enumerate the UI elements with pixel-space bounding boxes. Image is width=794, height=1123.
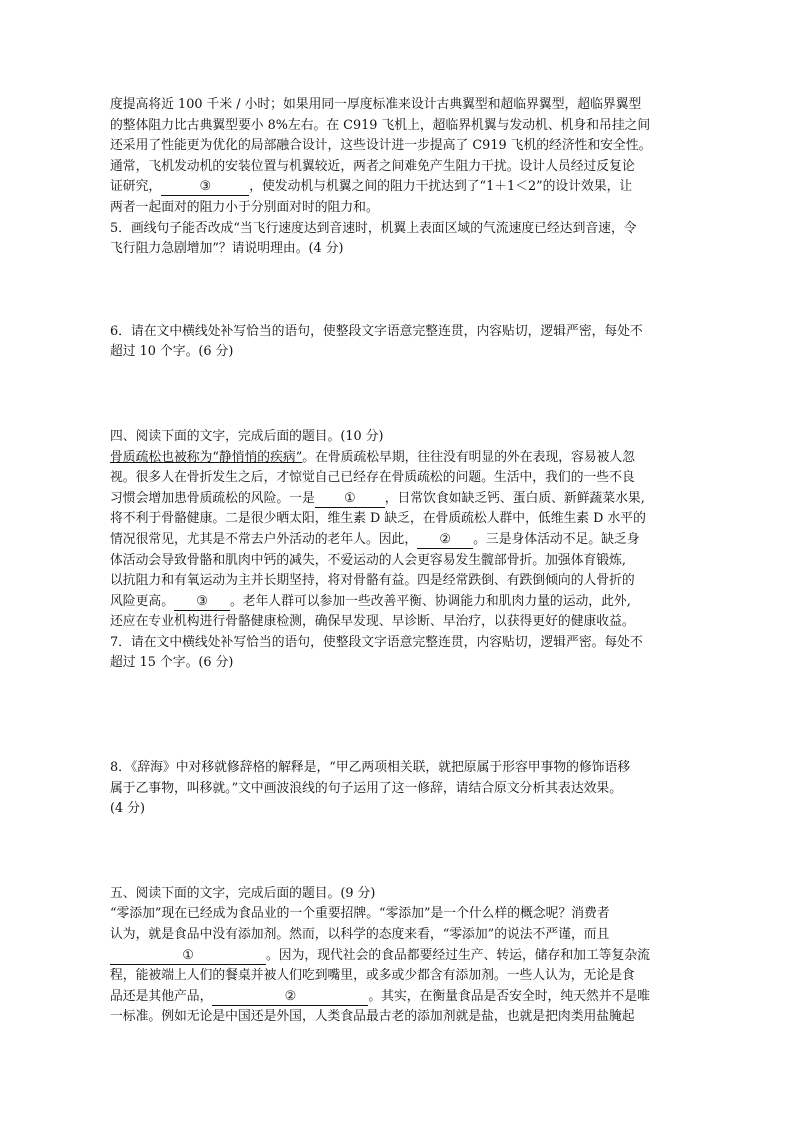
text-line: 还采用了性能更为优化的局部融合设计，这些设计进一步提高了 C919 飞机的经济性和安全性。	[110, 138, 652, 154]
text-line: 通常，飞机发动机的安装位置与机翼较近，两者之间难免产生阻力干扰。设计人员经过反复论	[110, 158, 635, 174]
text-line: 的整体阻力比古典翼型要小 8%左右。在 C919 飞机上，超临界机翼与发动机、机身和吊挂之间	[110, 117, 651, 133]
answer-blank-2[interactable]: ②	[212, 989, 368, 1006]
text-line: 证研究， ③ ，使发动机与机翼之间的阻力干扰达到了“1＋1＜2”的设计效果，让	[110, 179, 633, 195]
text-line: 将不利于骨骼健康。二是很少晒太阳，维生素 D 缺乏，在骨质疏松人群中，低维生素 D 水平的	[110, 511, 646, 527]
answer-blank-1[interactable]: ①	[315, 491, 385, 508]
text-line: 视。很多人在骨折发生之后，才惊觉自己已经存在骨质疏松的问题。生活中，我们的一些不良	[110, 470, 635, 486]
text-line: 一标准。例如无论是中国还是外国，人类食品最古老的添加剂就是盐，也就是把肉类用盐腌起	[110, 1009, 635, 1025]
question-7-cont: 超过 15 个字。(6 分)	[110, 655, 234, 671]
text-line: “零添加”现在已经成为食品业的一个重要招牌。“零添加”是一个什么样的概念呢？消费者	[110, 906, 610, 922]
text-line: 度提高将近 100 千米 / 小时；如果用同一厚度标准来设计古典翼型和超临界翼型，超临界翼型	[110, 97, 642, 112]
text-line: 还应在专业机构进行骨骼健康检测，确保早发现、早诊断、早治疗，以获得更好的健康收益。	[110, 614, 635, 630]
text-line: 以抗阻力和有氧运动为主并长期坚持，将对骨骼有益。四是经常跌倒、有跌倒倾向的人骨折的	[110, 573, 635, 589]
answer-blank-3[interactable]: ③	[174, 594, 230, 611]
question-8-cont: 属于乙事物，叫移就。”文中画波浪线的句子运用了这一修辞，请结合原文分析其表达效果。	[110, 780, 623, 796]
text-line: 程，能被端上人们的餐桌并被人们吃到嘴里，或多或少都含有添加剂。一些人认为，无论是食	[110, 968, 635, 984]
answer-blank-3[interactable]: ③	[161, 179, 249, 196]
question-7: 7．请在文中横线处补写恰当的语句，使整段文字语意完整连贯，内容贴切，逻辑严密。每处不	[110, 634, 643, 650]
answer-blank-1[interactable]: ①	[110, 948, 266, 965]
question-5: 5．画线句子能否改成“当飞行速度达到音速时，机翼上表面区域的气流速度已经达到音速，令	[110, 220, 637, 236]
question-5-cont: 飞行阻力急剧增加”？请说明理由。(4 分)	[110, 241, 344, 257]
text-line: 习惯会增加患骨质疏松的风险。一是 ① ，日常饮食如缺乏钙、蛋白质、新鲜蔬菜水果,	[110, 490, 645, 506]
question-8-points: (4 分)	[110, 801, 145, 817]
text-line: 品还是其他产品， ② 。其实，在衡量食品是否安全时，纯天然并不是唯	[110, 988, 650, 1004]
text-line: 骨质疏松也被称为“静悄悄的疾病”。在骨质疏松早期，往往没有明显的外在表现，容易被人忽	[110, 449, 635, 465]
section-4-title: 四、阅读下面的文字，完成后面的题目。(10 分)	[110, 428, 384, 444]
text-line: ① 。因为，现代社会的食品都要经过生产、转运，储存和加工等复杂流	[110, 946, 700, 967]
text-line: 风险更高。 ③ 。老年人群可以参加一些改善平衡、协调能力和肌肉力量的运动，此外,	[110, 593, 631, 609]
text-line: 情况很常见，尤其是不常去户外活动的老年人。因此， ② 。三是身体活动不足。缺乏身	[110, 531, 640, 547]
answer-blank-2[interactable]: ②	[417, 532, 473, 549]
question-8: 8．《辞海》中对移就修辞格的解释是，“甲乙两项相关联，就把原属于形容甲事物的修饰语移	[110, 760, 631, 776]
document-page	[110, 95, 700, 1028]
text-line: 两者一起面对的阻力小于分别面对时的阻力和。	[110, 199, 379, 215]
section-5-title: 五、阅读下面的文字，完成后面的题目。(9 分)	[110, 885, 376, 901]
wavy-underlined-sentence: 骨质疏松也被称为“静悄悄的疾病”	[110, 449, 303, 465]
text-line: 体活动会导致骨骼和肌肉中钙的减失，不爱运动的人会更容易发生髋部骨折。加强体育锻炼,	[110, 552, 626, 568]
text-line: 认为，就是食品中没有添加剂。然而，以科学的态度来看，“零添加”的说法不严谨，而且	[110, 927, 610, 943]
question-6: 6．请在文中横线处补写恰当的语句，使整段文字语意完整连贯，内容贴切，逻辑严密，每处不	[110, 323, 643, 339]
question-6-cont: 超过 10 个字。(6 分)	[110, 344, 234, 360]
